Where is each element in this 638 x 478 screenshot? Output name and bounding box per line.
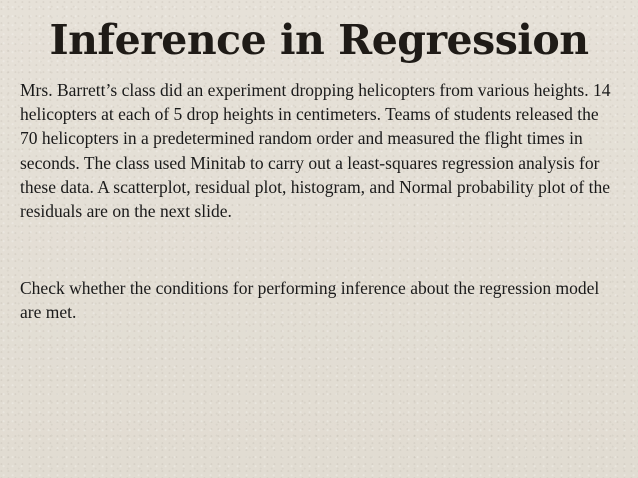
problem-description-paragraph: Mrs. Barrett’s class did an experiment dropping helicopters from various heights. 14 helicopters at each of 5 drop heights in centimeters. Teams of students released the 70 helicopters in a predetermined random order and measured the flight times in seconds. The class used Minitab to carry out a least-squares regression analysis for these data. A scatterplot, residual plot, histogram, and Normal probability plot of the residuals are on the next slide. [20,80,611,222]
slide-title: Inference in Regression [49,16,589,64]
task-instruction-paragraph: Check whether the conditions for performing inference about the regression model are met. [20,278,600,323]
